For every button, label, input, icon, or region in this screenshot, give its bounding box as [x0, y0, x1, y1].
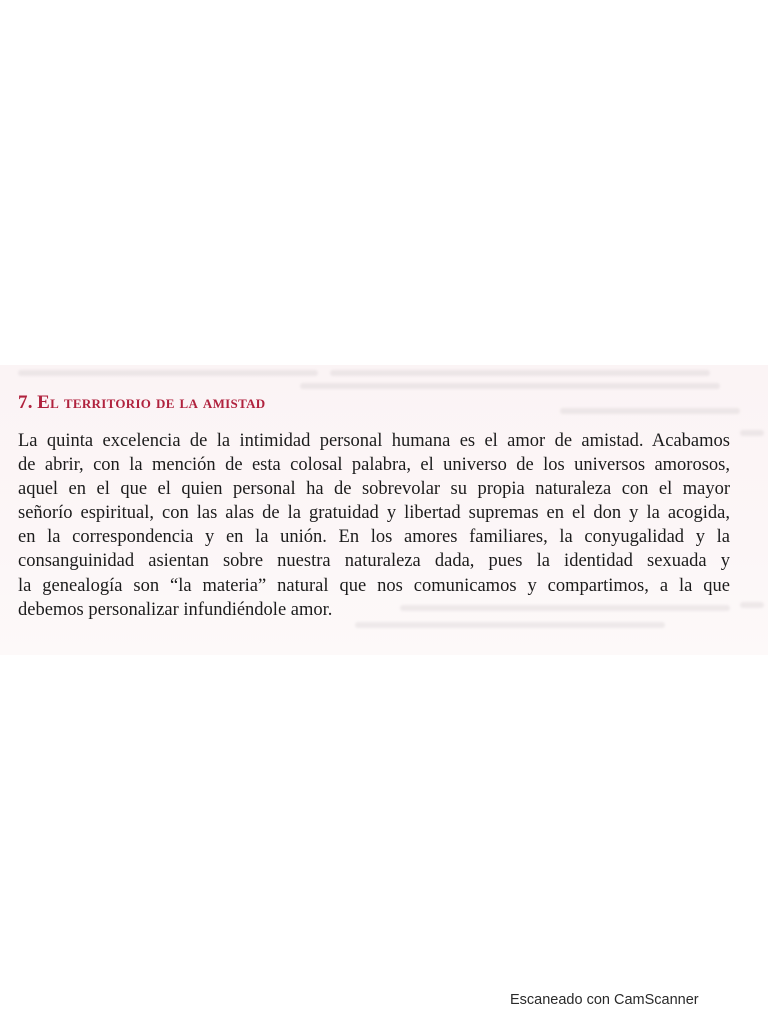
bleed-through-mark: [740, 602, 764, 608]
section-heading: [18, 392, 265, 414]
paragraph-line: de abrir, con la mención de esta colosal palabra, el universo de los universos amorosos,: [18, 455, 730, 476]
paragraph-line: La quinta excelencia de la intimidad personal humana es el amor de amistad. Acabamos: [18, 431, 730, 451]
paragraph-line: la genealogía son “la materia” natural que nos comunicamos y compartimos, a la que: [18, 575, 730, 596]
section-title: l territorio de la amistad: [50, 392, 266, 412]
paragraph-line: en la correspondencia y en la unión. En los amores familiares, la conyugalidad y la: [18, 527, 730, 548]
camscanner-watermark: Escaneado con CamScanner: [510, 992, 699, 1008]
bleed-through-mark: [330, 370, 710, 376]
bleed-through-mark: [355, 622, 665, 628]
section-title-initial: E: [37, 392, 51, 413]
body-paragraph: [18, 429, 730, 622]
bleed-through-mark: [740, 430, 764, 436]
section-number: 7.: [18, 392, 33, 413]
paragraph-line: aquel en el que el quien personal ha de sobrevolar su propia naturaleza con el mayor: [18, 479, 730, 500]
paragraph-line: señorío espiritual, con las alas de la gratuidad y libertad supremas en el don y la acogida,: [18, 503, 730, 524]
paragraph-line: debemos personalizar infundiéndole amor.: [18, 599, 333, 620]
bleed-through-mark: [560, 408, 740, 414]
paragraph-line: consanguinidad asientan sobre nuestra naturaleza dada, pues la identidad sexuada y: [18, 551, 730, 572]
bleed-through-mark: [18, 370, 318, 376]
bleed-through-mark: [300, 383, 720, 389]
